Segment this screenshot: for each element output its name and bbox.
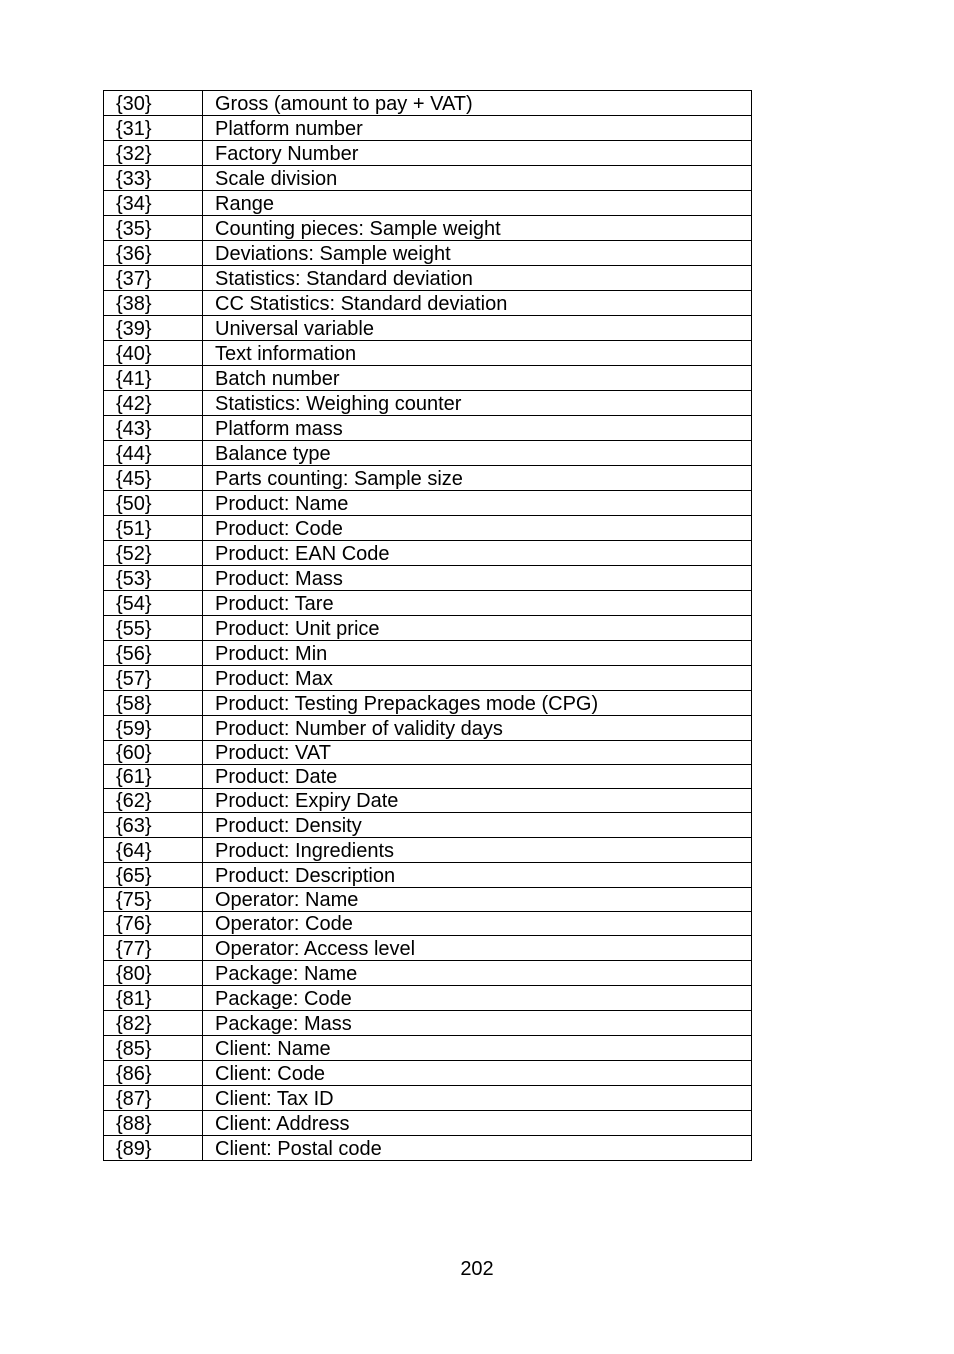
- table-row: [104, 961, 752, 986]
- variable-description-cell: Deviations: Sample weight: [203, 241, 752, 266]
- variable-description-cell: Client: Tax ID: [203, 1086, 752, 1111]
- variable-code-cell: {76}: [104, 912, 203, 936]
- table-row: [104, 986, 752, 1011]
- variable-description-cell: Statistics: Standard deviation: [203, 266, 752, 291]
- variable-description-cell: Text information: [203, 341, 752, 366]
- variable-description-cell: Client: Code: [203, 1061, 752, 1086]
- table-row: [104, 416, 752, 441]
- table-row: [104, 691, 752, 716]
- variable-description-cell: Package: Name: [203, 961, 752, 986]
- variable-description-cell: Client: Address: [203, 1111, 752, 1136]
- table-row: [104, 391, 752, 416]
- variable-code-cell: {58}: [104, 691, 203, 716]
- table-row: [104, 116, 752, 141]
- variable-description-cell: Operator: Name: [203, 888, 752, 912]
- table-row: [104, 91, 752, 116]
- variable-description-cell: Product: Name: [203, 491, 752, 516]
- variable-code-cell: {81}: [104, 986, 203, 1011]
- table-row: [104, 216, 752, 241]
- table-row: [104, 765, 752, 789]
- variable-description-cell: Product: Tare: [203, 591, 752, 616]
- variable-description-cell: Product: Min: [203, 641, 752, 666]
- variable-code-cell: {32}: [104, 141, 203, 166]
- table-row: [104, 566, 752, 591]
- table-row: [104, 466, 752, 491]
- variable-description-cell: Product: Max: [203, 666, 752, 691]
- table-row: [104, 491, 752, 516]
- variable-code-cell: {45}: [104, 466, 203, 491]
- table-row: [104, 516, 752, 541]
- variable-description-cell: Client: Name: [203, 1036, 752, 1061]
- table-row: [104, 1011, 752, 1036]
- variable-description-cell: Package: Mass: [203, 1011, 752, 1036]
- variable-code-cell: {60}: [104, 741, 203, 765]
- table-row: [104, 1111, 752, 1136]
- variable-description-cell: Platform mass: [203, 416, 752, 441]
- variable-description-cell: Product: Number of validity days: [203, 716, 752, 741]
- variable-code-cell: {85}: [104, 1036, 203, 1061]
- table-row: [104, 813, 752, 838]
- table-row: [104, 616, 752, 641]
- table-row: [104, 241, 752, 266]
- variable-code-cell: {77}: [104, 936, 203, 961]
- variable-description-cell: Operator: Code: [203, 912, 752, 936]
- variable-code-cell: {37}: [104, 266, 203, 291]
- variable-code-cell: {40}: [104, 341, 203, 366]
- variable-description-cell: Package: Code: [203, 986, 752, 1011]
- table-row: [104, 641, 752, 666]
- table-row: [104, 1086, 752, 1111]
- variables-table: [103, 90, 752, 1161]
- variable-description-cell: CC Statistics: Standard deviation: [203, 291, 752, 316]
- variable-description-cell: Statistics: Weighing counter: [203, 391, 752, 416]
- variable-description-cell: Universal variable: [203, 316, 752, 341]
- variable-code-cell: {61}: [104, 765, 203, 789]
- variable-code-cell: {75}: [104, 888, 203, 912]
- variable-description-cell: Batch number: [203, 366, 752, 391]
- variable-code-cell: {55}: [104, 616, 203, 641]
- variable-description-cell: Client: Postal code: [203, 1136, 752, 1161]
- variable-code-cell: {30}: [104, 91, 203, 116]
- variable-code-cell: {42}: [104, 391, 203, 416]
- variables-table-body: [104, 91, 752, 1161]
- variable-code-cell: {35}: [104, 216, 203, 241]
- variable-description-cell: Product: Density: [203, 813, 752, 838]
- table-row: [104, 141, 752, 166]
- variable-description-cell: Parts counting: Sample size: [203, 466, 752, 491]
- variable-code-cell: {51}: [104, 516, 203, 541]
- variable-code-cell: {86}: [104, 1061, 203, 1086]
- table-row: [104, 591, 752, 616]
- variable-code-cell: {34}: [104, 191, 203, 216]
- variable-description-cell: Gross (amount to pay + VAT): [203, 91, 752, 116]
- variable-description-cell: Product: VAT: [203, 741, 752, 765]
- table-row: [104, 341, 752, 366]
- variable-code-cell: {41}: [104, 366, 203, 391]
- table-row: [104, 1061, 752, 1086]
- variable-code-cell: {52}: [104, 541, 203, 566]
- variable-code-cell: {53}: [104, 566, 203, 591]
- variable-code-cell: {54}: [104, 591, 203, 616]
- variable-description-cell: Product: Code: [203, 516, 752, 541]
- table-row: [104, 838, 752, 863]
- variable-code-cell: {87}: [104, 1086, 203, 1111]
- table-row: [104, 366, 752, 391]
- variable-code-cell: {57}: [104, 666, 203, 691]
- table-row: [104, 1136, 752, 1161]
- table-row: [104, 888, 752, 912]
- variable-code-cell: {50}: [104, 491, 203, 516]
- table-row: [104, 441, 752, 466]
- variable-code-cell: {38}: [104, 291, 203, 316]
- variable-code-cell: {31}: [104, 116, 203, 141]
- variable-code-cell: {65}: [104, 863, 203, 888]
- variable-description-cell: Scale division: [203, 166, 752, 191]
- variable-code-cell: {64}: [104, 838, 203, 863]
- variable-code-cell: {33}: [104, 166, 203, 191]
- variable-description-cell: Balance type: [203, 441, 752, 466]
- variable-code-cell: {36}: [104, 241, 203, 266]
- page-number: 202: [460, 1258, 494, 1280]
- variable-description-cell: Product: Unit price: [203, 616, 752, 641]
- table-row: [104, 166, 752, 191]
- table-row: [104, 789, 752, 813]
- variable-description-cell: Product: Testing Prepackages mode (CPG): [203, 691, 752, 716]
- variable-description-cell: Product: Expiry Date: [203, 789, 752, 813]
- table-row: [104, 666, 752, 691]
- variable-code-cell: {59}: [104, 716, 203, 741]
- variable-code-cell: {80}: [104, 961, 203, 986]
- variable-code-cell: {44}: [104, 441, 203, 466]
- variable-code-cell: {43}: [104, 416, 203, 441]
- variable-code-cell: {63}: [104, 813, 203, 838]
- variable-description-cell: Product: Ingredients: [203, 838, 752, 863]
- variable-description-cell: Operator: Access level: [203, 936, 752, 961]
- table-row: [104, 716, 752, 741]
- table-row: [104, 863, 752, 888]
- variable-code-cell: {56}: [104, 641, 203, 666]
- table-row: [104, 316, 752, 341]
- table-row: [104, 936, 752, 961]
- variable-code-cell: {89}: [104, 1136, 203, 1161]
- table-row: [104, 291, 752, 316]
- variable-code-cell: {88}: [104, 1111, 203, 1136]
- table-row: [104, 912, 752, 936]
- variable-description-cell: Product: Mass: [203, 566, 752, 591]
- table-row: [104, 266, 752, 291]
- variable-description-cell: Product: Description: [203, 863, 752, 888]
- table-row: [104, 1036, 752, 1061]
- variable-code-cell: {62}: [104, 789, 203, 813]
- table-row: [104, 741, 752, 765]
- variable-description-cell: Platform number: [203, 116, 752, 141]
- variable-description-cell: Factory Number: [203, 141, 752, 166]
- variable-code-cell: {82}: [104, 1011, 203, 1036]
- variable-description-cell: Counting pieces: Sample weight: [203, 216, 752, 241]
- variable-description-cell: Product: Date: [203, 765, 752, 789]
- variable-description-cell: Range: [203, 191, 752, 216]
- table-row: [104, 191, 752, 216]
- variable-code-cell: {39}: [104, 316, 203, 341]
- variable-description-cell: Product: EAN Code: [203, 541, 752, 566]
- table-row: [104, 541, 752, 566]
